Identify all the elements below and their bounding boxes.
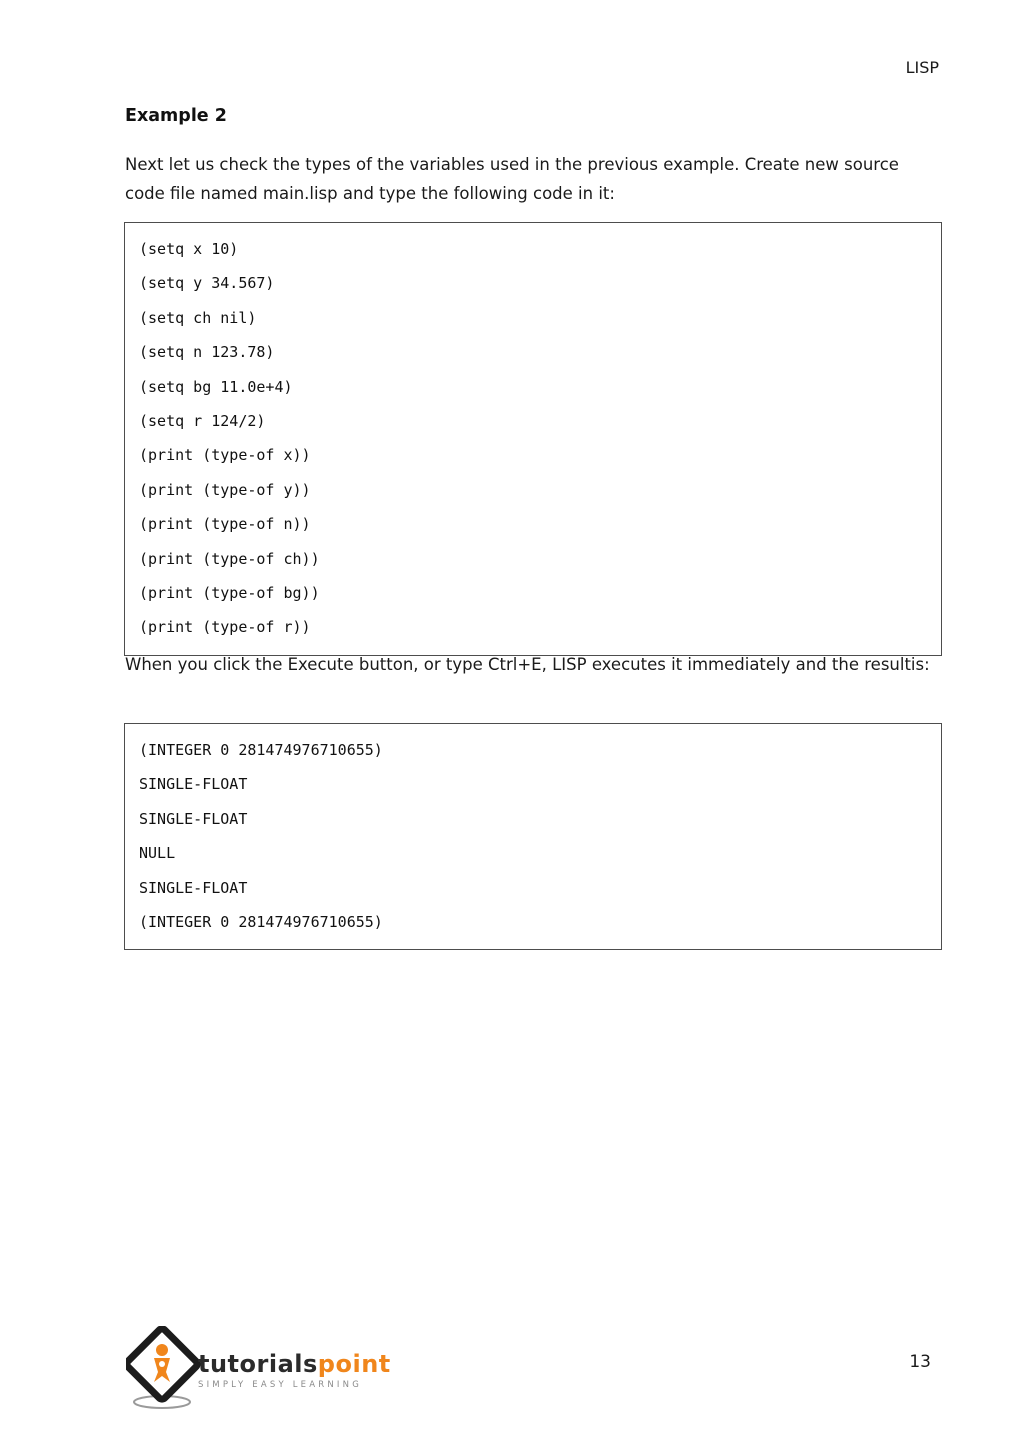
paragraph-execute: When you click the Execute button, or type Ctrl+E, LISP executes it immediately and the resultis: [125, 655, 930, 674]
code-line: (setq n 123.78) [139, 343, 275, 362]
page-number: 13 [909, 1352, 931, 1372]
code-line: (setq bg 11.0e+4) [139, 377, 293, 396]
tutorialspoint-logo [126, 1326, 391, 1410]
code-line: NULL [139, 844, 176, 863]
code-line: (setq x 10) [139, 240, 239, 258]
logo-wordmark-tutorials: tutorials [198, 1350, 318, 1378]
logo-tagline: SIMPLY EASY LEARNING [198, 1380, 362, 1390]
logo-text-column [198, 1352, 391, 1390]
code-block-output [124, 723, 942, 950]
logo-diamond-icon [126, 1326, 202, 1410]
section-heading: Example 2 [125, 106, 227, 126]
code-line: (print (type-of y)) [139, 480, 311, 499]
code-line: (setq y 34.567) [139, 274, 275, 293]
code-line: (print (type-of r)) [139, 618, 311, 637]
code-block-source [124, 222, 942, 656]
code-line: SINGLE-FLOAT [139, 878, 248, 897]
code-line: (INTEGER 0 281474976710655) [139, 741, 383, 759]
code-line: (setq r 124/2) [139, 412, 266, 431]
code-line: (print (type-of bg)) [139, 584, 320, 603]
code-line: SINGLE-FLOAT [139, 775, 248, 794]
code-line: (print (type-of ch)) [139, 549, 320, 568]
code-line: SINGLE-FLOAT [139, 809, 248, 828]
code-line: (print (type-of x)) [139, 446, 311, 465]
code-line: (setq ch nil) [139, 308, 257, 327]
code-line: (print (type-of n)) [139, 515, 311, 534]
page-header-label: LISP [905, 58, 939, 77]
paragraph-intro: Next let us check the types of the variables used in the previous example. Create new source code file named main.lisp and type the following code in it: [125, 155, 899, 203]
logo-wordmark-point: point [317, 1350, 391, 1378]
logo-wordmark [198, 1352, 391, 1376]
code-line: (INTEGER 0 281474976710655) [139, 913, 383, 932]
